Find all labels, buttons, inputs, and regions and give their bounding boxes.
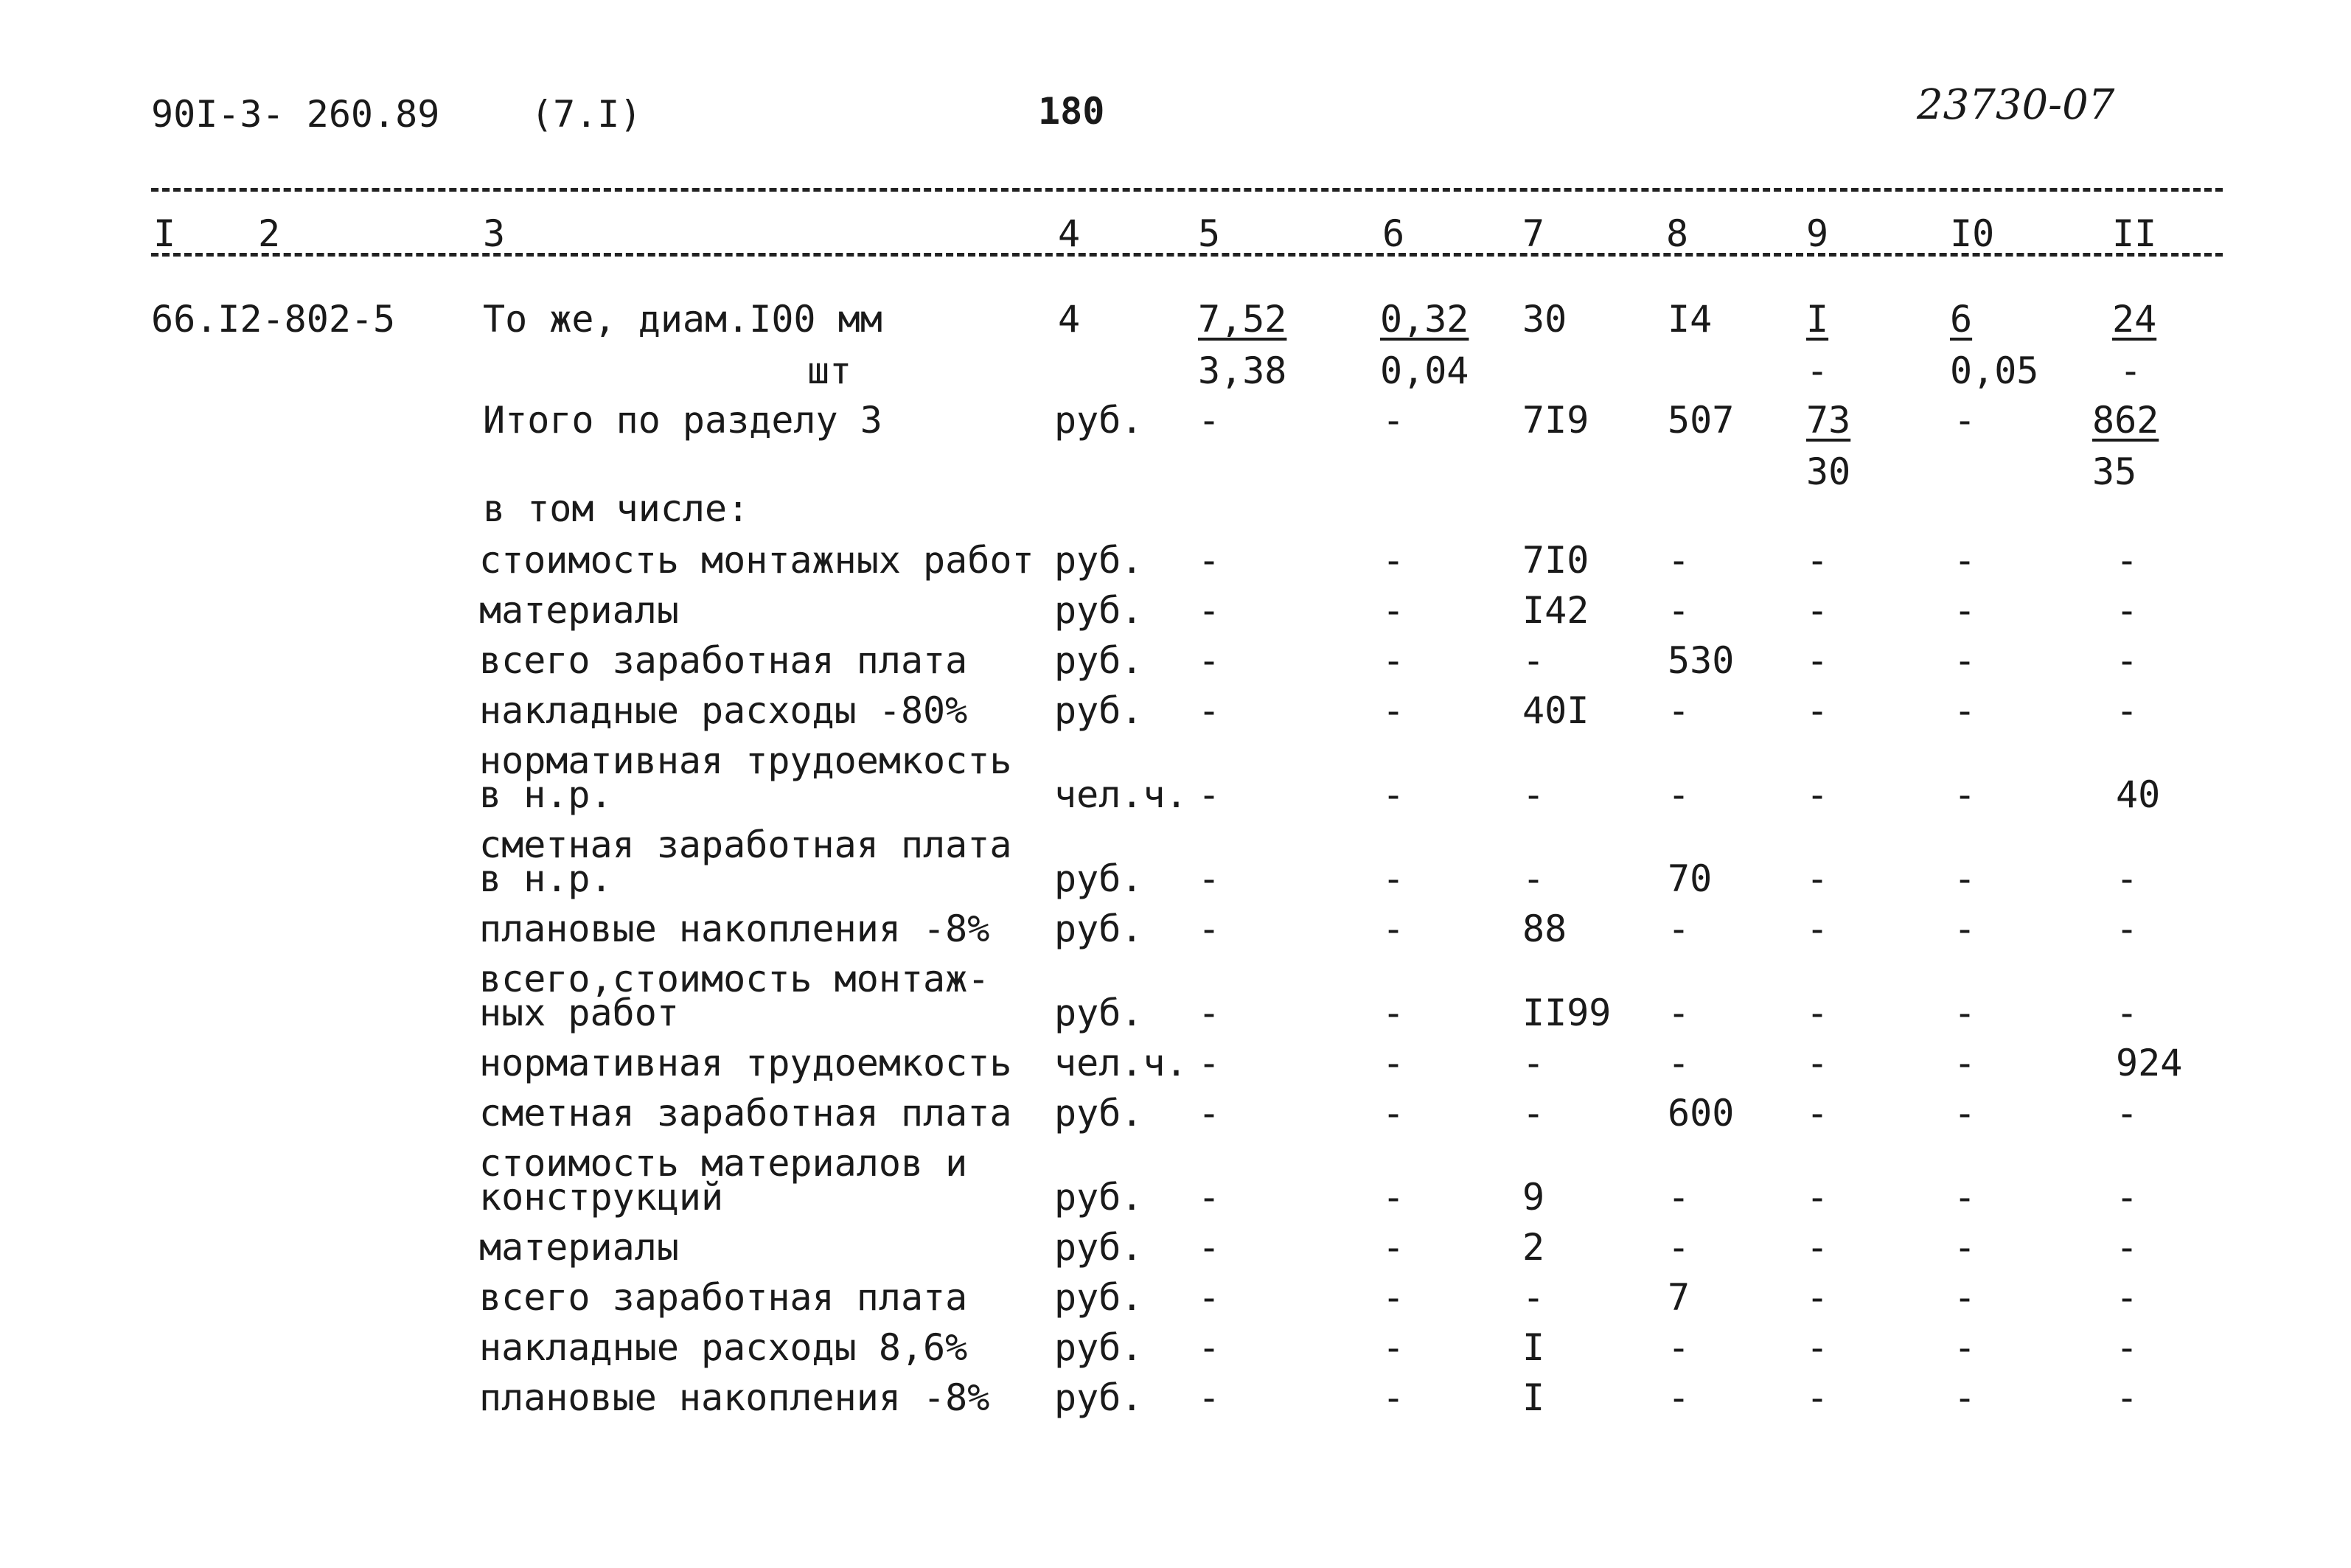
document-code: 90I-3- 260.89 xyxy=(151,93,440,136)
row-label-cont: конструкций xyxy=(479,1176,724,1219)
total-col7: 7I9 xyxy=(1522,399,1589,442)
row-col11: 40 xyxy=(2116,773,2161,816)
row-col9: - xyxy=(1806,689,1829,732)
row-col8: - xyxy=(1668,689,1690,732)
row-col10: - xyxy=(1954,907,1976,950)
row-unit: руб. xyxy=(1054,639,1143,682)
row-unit: руб. xyxy=(1054,1092,1143,1135)
row-col6: - xyxy=(1382,907,1405,950)
row-label-cont: в н.р. xyxy=(479,773,613,816)
row-col8: - xyxy=(1668,539,1690,582)
row-col7: - xyxy=(1522,1042,1545,1084)
row-col8: 600 xyxy=(1668,1092,1735,1135)
row-col7: 9 xyxy=(1522,1176,1545,1219)
row-col11: - xyxy=(2116,589,2139,632)
row-col11: - xyxy=(2116,1226,2139,1269)
row-label: сметная заработная плата xyxy=(479,823,1012,866)
row-col10: - xyxy=(1954,639,1976,682)
top-dashed-rule xyxy=(151,188,2223,192)
row-col6: - xyxy=(1382,1176,1405,1219)
total-col10: - xyxy=(1954,399,1976,442)
row-label: стоимость материалов и xyxy=(479,1142,968,1185)
row-label: всего,стоимость монтаж- xyxy=(479,958,990,1000)
row-col7: I42 xyxy=(1522,589,1589,632)
row-col9: - xyxy=(1806,992,1829,1034)
row-col6: - xyxy=(1382,773,1405,816)
row-col8: - xyxy=(1668,907,1690,950)
row-col10: - xyxy=(1954,589,1976,632)
row-label: накладные расходы -80% xyxy=(479,689,968,732)
row-col8: 530 xyxy=(1668,639,1735,682)
item-col10-top: 6 xyxy=(1950,298,1973,341)
row-col9: - xyxy=(1806,589,1829,632)
row-col6: - xyxy=(1382,1276,1405,1319)
row-col10: - xyxy=(1954,773,1976,816)
row-col5: - xyxy=(1198,689,1221,732)
row-col5: - xyxy=(1198,1042,1221,1084)
row-unit: чел.ч. xyxy=(1054,773,1188,816)
row-col10: - xyxy=(1954,1042,1976,1084)
page-number: 180 xyxy=(1038,90,1105,133)
row-col8: - xyxy=(1668,773,1690,816)
row-col7: - xyxy=(1522,639,1545,682)
row-col5: - xyxy=(1198,1326,1221,1369)
row-col5: - xyxy=(1198,1226,1221,1269)
col-num-5: 5 xyxy=(1198,212,1221,255)
row-label: нормативная трудоемкость xyxy=(479,739,1012,782)
row-col6: - xyxy=(1382,539,1405,582)
row-col8: - xyxy=(1668,1376,1690,1419)
row-col9: - xyxy=(1806,1376,1829,1419)
row-col10: - xyxy=(1954,1226,1976,1269)
row-col10: - xyxy=(1954,992,1976,1034)
row-col7: 88 xyxy=(1522,907,1567,950)
row-col8: - xyxy=(1668,1042,1690,1084)
col-num-10: I0 xyxy=(1950,212,1995,255)
row-col5: - xyxy=(1198,1092,1221,1135)
row-label: нормативная трудоемкость xyxy=(479,1042,1012,1084)
row-col9: - xyxy=(1806,539,1829,582)
row-label: материалы xyxy=(479,1226,679,1269)
row-col11: 924 xyxy=(2116,1042,2183,1084)
row-unit: руб. xyxy=(1054,1376,1143,1419)
col-num-6: 6 xyxy=(1382,212,1405,255)
item-col4: 4 xyxy=(1058,298,1081,341)
item-col6-bottom: 0,04 xyxy=(1380,349,1469,392)
item-col5-bottom: 3,38 xyxy=(1198,349,1287,392)
total-col11-bottom: 35 xyxy=(2092,450,2137,493)
col-num-11: II xyxy=(2112,212,2157,255)
item-col9-bottom: - xyxy=(1806,349,1829,392)
item-description: То же, диам.I00 мм xyxy=(483,298,882,341)
total-col9-top: 73 xyxy=(1806,399,1851,442)
row-unit: руб. xyxy=(1054,539,1143,582)
row-col8: 7 xyxy=(1668,1276,1690,1319)
row-unit: руб. xyxy=(1054,992,1143,1034)
item-unit-label: шт xyxy=(807,349,852,392)
row-col8: 70 xyxy=(1668,857,1713,900)
row-col5: - xyxy=(1198,539,1221,582)
item-col5-top: 7,52 xyxy=(1198,298,1287,341)
item-col11-top: 24 xyxy=(2112,298,2157,341)
row-col9: - xyxy=(1806,639,1829,682)
row-col9: - xyxy=(1806,1176,1829,1219)
row-col7: I xyxy=(1522,1326,1545,1369)
row-col6: - xyxy=(1382,992,1405,1034)
row-col7: 2 xyxy=(1522,1226,1545,1269)
header-dashed-rule xyxy=(151,253,2223,257)
row-col5: - xyxy=(1198,907,1221,950)
col-num-1: I xyxy=(153,212,176,255)
row-col6: - xyxy=(1382,1092,1405,1135)
total-col6: - xyxy=(1382,399,1405,442)
handwritten-number: 23730-07 xyxy=(1917,81,2115,129)
row-unit: руб. xyxy=(1054,1326,1143,1369)
row-label: плановые накопления -8% xyxy=(479,1376,990,1419)
row-unit: руб. xyxy=(1054,1226,1143,1269)
row-unit: чел.ч. xyxy=(1054,1042,1188,1084)
row-col7: II99 xyxy=(1522,992,1612,1034)
row-col11: - xyxy=(2116,689,2139,732)
row-col8: - xyxy=(1668,589,1690,632)
total-col5: - xyxy=(1198,399,1221,442)
row-col11: - xyxy=(2116,907,2139,950)
item-col6-top: 0,32 xyxy=(1380,298,1469,341)
row-label: всего заработная плата xyxy=(479,639,968,682)
row-col10: - xyxy=(1954,689,1976,732)
row-col5: - xyxy=(1198,589,1221,632)
row-col7: - xyxy=(1522,1276,1545,1319)
row-col11: - xyxy=(2116,1276,2139,1319)
item-col7: 30 xyxy=(1522,298,1567,341)
row-col9: - xyxy=(1806,1326,1829,1369)
row-unit: руб. xyxy=(1054,589,1143,632)
col-num-7: 7 xyxy=(1522,212,1545,255)
row-col11: - xyxy=(2116,539,2139,582)
row-col9: - xyxy=(1806,773,1829,816)
row-col7: 40I xyxy=(1522,689,1589,732)
row-col6: - xyxy=(1382,1042,1405,1084)
total-col11-top: 862 xyxy=(2092,399,2159,442)
col-num-2: 2 xyxy=(258,212,281,255)
row-label-cont: в н.р. xyxy=(479,857,613,900)
row-col5: - xyxy=(1198,639,1221,682)
row-unit: руб. xyxy=(1054,1176,1143,1219)
row-col6: - xyxy=(1382,639,1405,682)
row-label: материалы xyxy=(479,589,679,632)
row-col5: - xyxy=(1198,1276,1221,1319)
row-col11: - xyxy=(2116,1176,2139,1219)
row-unit: руб. xyxy=(1054,907,1143,950)
row-col10: - xyxy=(1954,1092,1976,1135)
col-num-8: 8 xyxy=(1666,212,1689,255)
row-unit: руб. xyxy=(1054,689,1143,732)
row-col9: - xyxy=(1806,1042,1829,1084)
row-col9: - xyxy=(1806,1092,1829,1135)
subheading: в том числе: xyxy=(483,487,750,530)
row-label: накладные расходы 8,6% xyxy=(479,1326,968,1369)
row-col11: - xyxy=(2116,1376,2139,1419)
item-col9-top: I xyxy=(1806,298,1829,341)
row-col8: - xyxy=(1668,992,1690,1034)
item-col8: I4 xyxy=(1668,298,1713,341)
row-col7: - xyxy=(1522,773,1545,816)
row-col9: - xyxy=(1806,1276,1829,1319)
total-unit: руб. xyxy=(1054,399,1143,442)
row-col5: - xyxy=(1198,1376,1221,1419)
row-col7: 7I0 xyxy=(1522,539,1589,582)
row-col6: - xyxy=(1382,689,1405,732)
row-col9: - xyxy=(1806,857,1829,900)
col-num-9: 9 xyxy=(1806,212,1829,255)
item-code: 66.I2-802-5 xyxy=(151,298,396,341)
row-col5: - xyxy=(1198,1176,1221,1219)
row-col11: - xyxy=(2116,1092,2139,1135)
row-unit: руб. xyxy=(1054,1276,1143,1319)
row-col5: - xyxy=(1198,857,1221,900)
row-col7: I xyxy=(1522,1376,1545,1419)
row-col5: - xyxy=(1198,773,1221,816)
row-col11: - xyxy=(2116,639,2139,682)
row-unit: руб. xyxy=(1054,857,1143,900)
row-col10: - xyxy=(1954,539,1976,582)
total-col9-bottom: 30 xyxy=(1806,450,1851,493)
section-number: (7.I) xyxy=(531,93,642,136)
row-col6: - xyxy=(1382,1376,1405,1419)
row-label: стоимость монтажных работ xyxy=(479,539,1034,582)
row-label-cont: ных работ xyxy=(479,992,679,1034)
row-col10: - xyxy=(1954,1176,1976,1219)
row-label: всего заработная плата xyxy=(479,1276,968,1319)
row-col10: - xyxy=(1954,1326,1976,1369)
row-col6: - xyxy=(1382,589,1405,632)
item-col11-bottom: - xyxy=(2120,349,2142,392)
row-col9: - xyxy=(1806,1226,1829,1269)
row-label: плановые накопления -8% xyxy=(479,907,990,950)
row-col11: - xyxy=(2116,857,2139,900)
row-col7: - xyxy=(1522,1092,1545,1135)
row-col8: - xyxy=(1668,1326,1690,1369)
row-col8: - xyxy=(1668,1226,1690,1269)
row-col10: - xyxy=(1954,1276,1976,1319)
col-num-3: 3 xyxy=(483,212,506,255)
row-col10: - xyxy=(1954,1376,1976,1419)
row-col11: - xyxy=(2116,992,2139,1034)
row-col6: - xyxy=(1382,1226,1405,1269)
row-col6: - xyxy=(1382,1326,1405,1369)
row-col11: - xyxy=(2116,1326,2139,1369)
row-col9: - xyxy=(1806,907,1829,950)
row-col7: - xyxy=(1522,857,1545,900)
item-col10-bottom: 0,05 xyxy=(1950,349,2039,392)
row-col6: - xyxy=(1382,857,1405,900)
col-num-4: 4 xyxy=(1058,212,1081,255)
row-label: сметная заработная плата xyxy=(479,1092,1012,1135)
total-col8: 507 xyxy=(1668,399,1735,442)
row-col8: - xyxy=(1668,1176,1690,1219)
row-col10: - xyxy=(1954,857,1976,900)
row-col5: - xyxy=(1198,992,1221,1034)
total-label: Итого по разделу 3 xyxy=(483,399,882,442)
